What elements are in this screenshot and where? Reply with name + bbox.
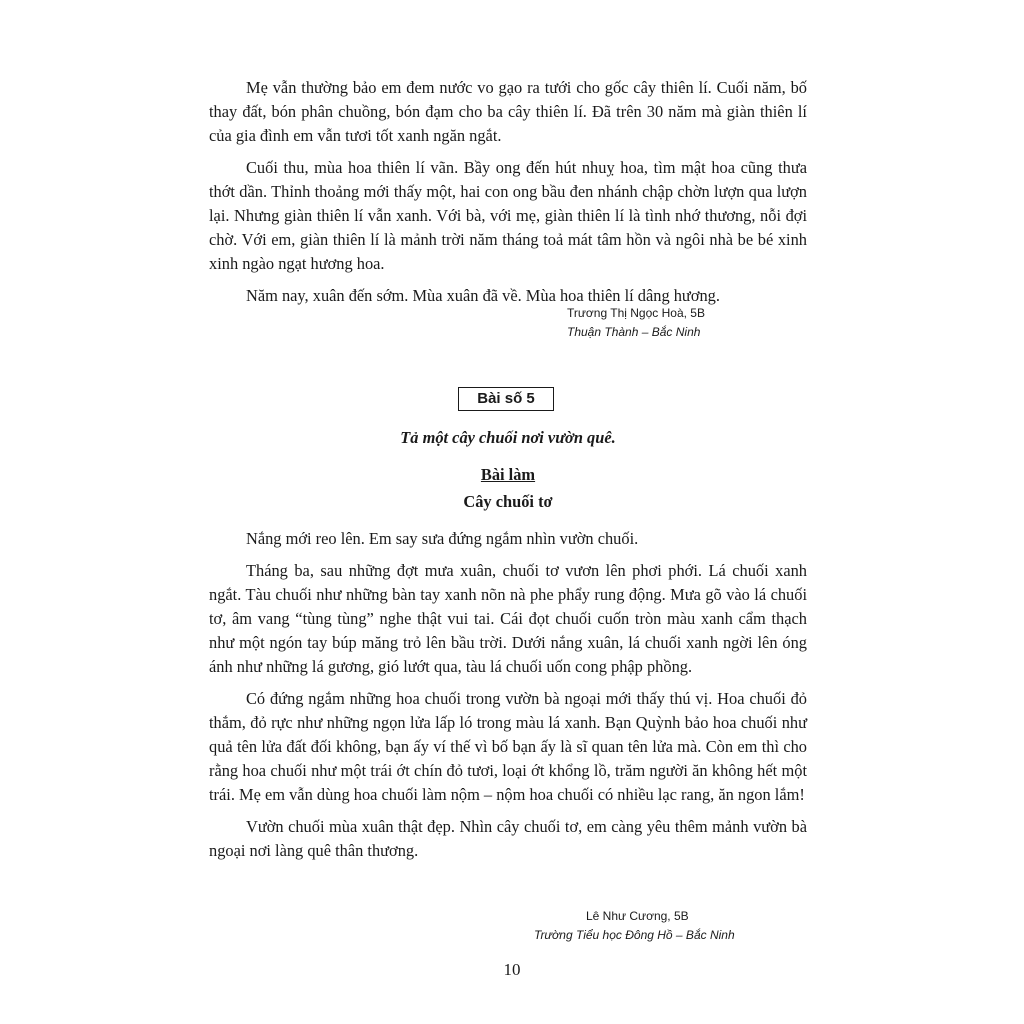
essay-5-paragraph-3: Có đứng ngắm những hoa chuối trong vườn bà ngoại mới thấy thú vị. Hoa chuối đỏ thắm, đỏ rực như những ngọn lửa lấp ló trong màu lá xanh. Bạn Quỳnh bảo hoa chuối như quả tên lửa đất đối không, bạn ấy ví thế vì bố bạn ấy là sĩ quan tên lửa mà. Còn em thì cho rằng hoa chuối như một trái ớt chín đỏ tươi, loại ớt khổng lồ, trăm người ăn không hết một trái. Mẹ em vẫn dùng hoa chuối làm nộm – nộm hoa chuối có nhiều lạc rang, ăn ngon lắm! [209, 689, 807, 804]
essay-4-signature [567, 304, 705, 342]
essay-4-school: Thuận Thành – Bắc Ninh [567, 325, 701, 339]
essay-number-box: Bài số 5 [458, 387, 554, 411]
essay-4-paragraph-3: Năm nay, xuân đến sớm. Mùa xuân đã về. Mùa hoa thiên lí dâng hương. [246, 286, 720, 305]
essay-5-paragraph-4: Vườn chuối mùa xuân thật đẹp. Nhìn cây chuối tơ, em càng yêu thêm mảnh vườn bà ngoại nơi làng quê thân thương. [209, 817, 807, 860]
essay-5-title: Cây chuối tơ [463, 492, 553, 511]
essay-5-paragraph-2: Tháng ba, sau những đợt mưa xuân, chuối tơ vươn lên phơi phới. Lá chuối xanh ngắt. Tàu chuối như những bàn tay xanh nõn nà phe phẩy rung động. Mưa gõ vào lá chuối tơ, âm vang “tùng tùng” nghe thật vui tai. Cái đọt chuối cuốn tròn màu xanh cẩm thạch như một ngón tay búp măng trỏ lên bầu trời. Dưới nắng xuân, lá chuối xanh ngời lên óng ánh như những lá gương, gió lướt qua, tàu lá chuối uốn cong phập phồng. [209, 561, 807, 676]
page-number: 10 [503, 960, 521, 979]
essay-5-paragraph-1: Nắng mới reo lên. Em say sưa đứng ngắm nhìn vườn chuối. [246, 529, 639, 548]
essay-5-heading: Bài làm [480, 465, 536, 484]
essay-4-body [209, 76, 807, 316]
essay-5-author: Lê Như Cương, 5B [586, 909, 689, 923]
essay-5-body [209, 527, 807, 871]
essay-5-signature [534, 907, 735, 945]
essay-4-paragraph-1: Mẹ vẫn thường bảo em đem nước vo gạo ra tưới cho gốc cây thiên lí. Cuối năm, bố thay đất, bón phân chuồng, bón đạm cho ba cây thiên lí. Đã trên 30 năm mà giàn thiên lí của gia đình em vẫn tươi tốt xanh ngăn ngắt. [209, 78, 807, 145]
essay-5-school: Trường Tiểu học Đông Hồ – Bắc Ninh [534, 928, 735, 942]
essay-4-author: Trương Thị Ngọc Hoà, 5B [567, 306, 705, 320]
essay-4-paragraph-2: Cuối thu, mùa hoa thiên lí vãn. Bầy ong đến hút nhuỵ hoa, tìm mật hoa cũng thưa thớt dần. Thỉnh thoảng mới thấy một, hai con ong bầu đen nhánh chập chờn lượn qua lượn lại. Nhưng giàn thiên lí vẫn xanh. Với bà, với mẹ, giàn thiên lí là tình nhớ thương, nỗi đợi chờ. Với em, giàn thiên lí là mảnh trời năm tháng toả mát tâm hồn và ngôi nhà be bé xinh xinh ngào ngạt hương hoa. [209, 158, 807, 273]
essay-5-task: Tả một cây chuối nơi vườn quê. [400, 428, 616, 447]
